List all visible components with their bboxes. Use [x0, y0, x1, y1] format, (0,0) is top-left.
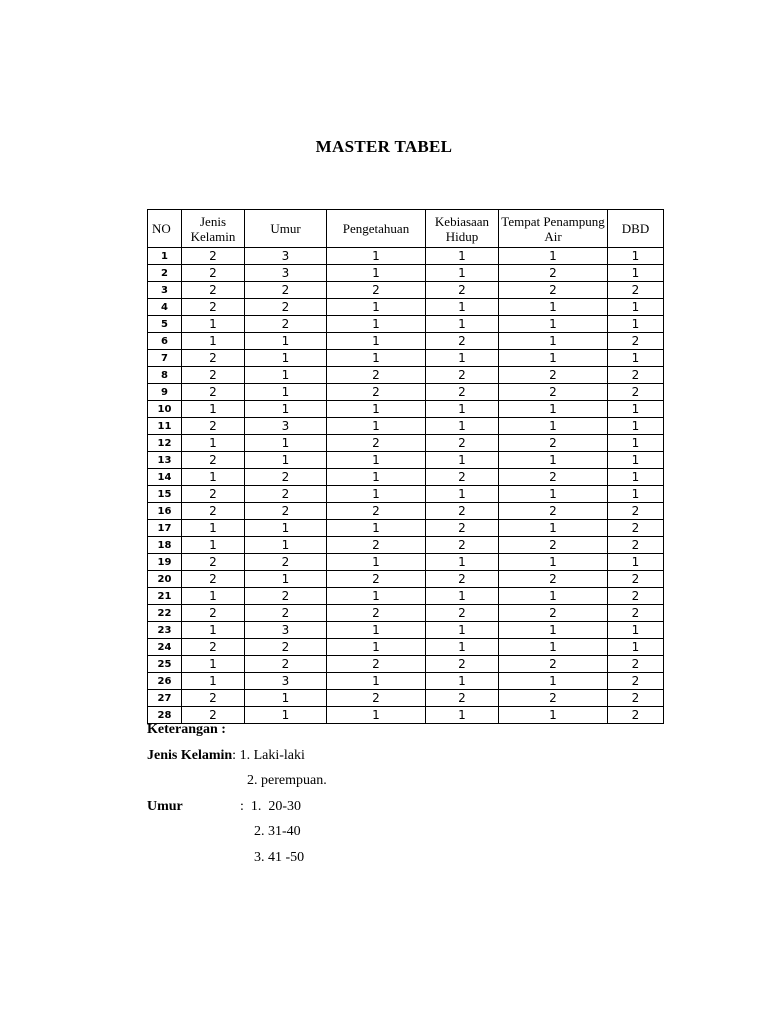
table-row	[148, 367, 664, 384]
cell-pengetahuan: 1	[327, 622, 426, 639]
page-title: MASTER TABEL	[315, 137, 453, 156]
cell-pengetahuan: 2	[327, 571, 426, 588]
legend-jenis-kelamin-line	[147, 748, 305, 764]
cell-kebiasaan-hidup: 2	[426, 571, 499, 588]
cell-no: 9	[148, 384, 182, 401]
cell-kebiasaan-hidup: 2	[426, 282, 499, 299]
column-header-pengetahuan: Pengetahuan	[327, 210, 426, 248]
table-row	[148, 248, 664, 265]
cell-pengetahuan: 2	[327, 537, 426, 554]
cell-umur: 2	[245, 486, 327, 503]
cell-kebiasaan-hidup: 2	[426, 469, 499, 486]
cell-umur: 1	[245, 435, 327, 452]
cell-no: 17	[148, 520, 182, 537]
cell-tempat-penampung-air: 2	[499, 605, 608, 622]
cell-pengetahuan: 1	[327, 316, 426, 333]
table-row	[148, 622, 664, 639]
cell-umur: 2	[245, 299, 327, 316]
cell-no: 13	[148, 452, 182, 469]
table-row	[148, 265, 664, 282]
cell-tempat-penampung-air: 2	[499, 656, 608, 673]
cell-kebiasaan-hidup: 2	[426, 503, 499, 520]
legend-jenis-kelamin-option-2: 2. perempuan.	[247, 773, 327, 788]
cell-no: 11	[148, 418, 182, 435]
cell-jenis-kelamin: 2	[182, 707, 245, 724]
table-row	[148, 486, 664, 503]
cell-pengetahuan: 1	[327, 554, 426, 571]
column-header-jenis-kelamin: Jenis Kelamin	[182, 210, 245, 248]
cell-dbd: 2	[608, 605, 664, 622]
cell-dbd: 1	[608, 299, 664, 316]
cell-umur: 1	[245, 401, 327, 418]
cell-umur: 2	[245, 639, 327, 656]
table-row	[148, 537, 664, 554]
cell-dbd: 1	[608, 486, 664, 503]
cell-jenis-kelamin: 2	[182, 418, 245, 435]
cell-umur: 1	[245, 452, 327, 469]
cell-pengetahuan: 1	[327, 673, 426, 690]
table-row	[148, 299, 664, 316]
table-row	[148, 554, 664, 571]
cell-no: 6	[148, 333, 182, 350]
cell-no: 20	[148, 571, 182, 588]
legend-jenis-kelamin-separator: :	[232, 748, 240, 763]
legend-umur-line	[240, 799, 301, 815]
cell-tempat-penampung-air: 2	[499, 571, 608, 588]
cell-dbd: 1	[608, 554, 664, 571]
cell-tempat-penampung-air: 2	[499, 469, 608, 486]
cell-jenis-kelamin: 2	[182, 554, 245, 571]
cell-tempat-penampung-air: 1	[499, 588, 608, 605]
cell-tempat-penampung-air: 2	[499, 690, 608, 707]
cell-dbd: 2	[608, 367, 664, 384]
cell-jenis-kelamin: 1	[182, 435, 245, 452]
cell-dbd: 1	[608, 639, 664, 656]
legend-umur-option-1: 1. 20-30	[250, 799, 302, 814]
cell-tempat-penampung-air: 1	[499, 316, 608, 333]
cell-kebiasaan-hidup: 2	[426, 537, 499, 554]
cell-dbd: 1	[608, 418, 664, 435]
cell-no: 4	[148, 299, 182, 316]
cell-no: 7	[148, 350, 182, 367]
cell-kebiasaan-hidup: 1	[426, 299, 499, 316]
legend-umur-option-3: 3. 41 -50	[254, 850, 305, 865]
cell-no: 1	[148, 248, 182, 265]
legend-umur-separator: :	[240, 799, 251, 814]
cell-kebiasaan-hidup: 2	[426, 690, 499, 707]
cell-tempat-penampung-air: 2	[499, 537, 608, 554]
cell-tempat-penampung-air: 1	[499, 401, 608, 418]
cell-pengetahuan: 1	[327, 350, 426, 367]
cell-pengetahuan: 1	[327, 401, 426, 418]
cell-tempat-penampung-air: 1	[499, 299, 608, 316]
cell-tempat-penampung-air: 1	[499, 622, 608, 639]
cell-umur: 1	[245, 350, 327, 367]
cell-dbd: 2	[608, 588, 664, 605]
cell-dbd: 2	[608, 384, 664, 401]
cell-dbd: 2	[608, 282, 664, 299]
table-row	[148, 571, 664, 588]
cell-jenis-kelamin: 1	[182, 656, 245, 673]
cell-no: 25	[148, 656, 182, 673]
cell-dbd: 1	[608, 401, 664, 418]
cell-tempat-penampung-air: 1	[499, 673, 608, 690]
cell-tempat-penampung-air: 2	[499, 367, 608, 384]
cell-jenis-kelamin: 1	[182, 537, 245, 554]
legend-umur-label: Umur	[147, 799, 183, 814]
cell-umur: 1	[245, 520, 327, 537]
cell-pengetahuan: 2	[327, 690, 426, 707]
cell-pengetahuan: 2	[327, 282, 426, 299]
cell-no: 24	[148, 639, 182, 656]
cell-no: 28	[148, 707, 182, 724]
cell-no: 19	[148, 554, 182, 571]
cell-pengetahuan: 2	[327, 435, 426, 452]
cell-dbd: 2	[608, 333, 664, 350]
cell-pengetahuan: 2	[327, 656, 426, 673]
cell-dbd: 1	[608, 622, 664, 639]
cell-pengetahuan: 1	[327, 418, 426, 435]
cell-kebiasaan-hidup: 1	[426, 554, 499, 571]
cell-tempat-penampung-air: 2	[499, 435, 608, 452]
cell-jenis-kelamin: 1	[182, 520, 245, 537]
cell-tempat-penampung-air: 2	[499, 503, 608, 520]
column-header-no: NO	[148, 210, 182, 248]
cell-kebiasaan-hidup: 1	[426, 622, 499, 639]
cell-umur: 3	[245, 265, 327, 282]
cell-kebiasaan-hidup: 1	[426, 316, 499, 333]
cell-pengetahuan: 1	[327, 248, 426, 265]
cell-kebiasaan-hidup: 1	[426, 265, 499, 282]
table-row	[148, 401, 664, 418]
column-header-umur: Umur	[245, 210, 327, 248]
cell-umur: 3	[245, 418, 327, 435]
cell-tempat-penampung-air: 1	[499, 350, 608, 367]
cell-kebiasaan-hidup: 2	[426, 656, 499, 673]
cell-kebiasaan-hidup: 1	[426, 350, 499, 367]
cell-tempat-penampung-air: 1	[499, 554, 608, 571]
cell-umur: 2	[245, 588, 327, 605]
cell-kebiasaan-hidup: 1	[426, 418, 499, 435]
cell-umur: 2	[245, 554, 327, 571]
cell-umur: 1	[245, 367, 327, 384]
column-header-kebiasaan-hidup: Kebiasaan Hidup	[426, 210, 499, 248]
cell-kebiasaan-hidup: 2	[426, 333, 499, 350]
cell-pengetahuan: 1	[327, 639, 426, 656]
cell-jenis-kelamin: 1	[182, 673, 245, 690]
cell-pengetahuan: 2	[327, 503, 426, 520]
cell-dbd: 1	[608, 452, 664, 469]
cell-jenis-kelamin: 2	[182, 384, 245, 401]
table-row	[148, 333, 664, 350]
cell-tempat-penampung-air: 2	[499, 282, 608, 299]
cell-tempat-penampung-air: 2	[499, 265, 608, 282]
cell-dbd: 2	[608, 707, 664, 724]
cell-pengetahuan: 2	[327, 605, 426, 622]
cell-dbd: 1	[608, 316, 664, 333]
cell-dbd: 2	[608, 571, 664, 588]
cell-no: 16	[148, 503, 182, 520]
cell-pengetahuan: 1	[327, 299, 426, 316]
cell-pengetahuan: 1	[327, 707, 426, 724]
cell-dbd: 2	[608, 537, 664, 554]
cell-kebiasaan-hidup: 2	[426, 435, 499, 452]
cell-kebiasaan-hidup: 2	[426, 384, 499, 401]
cell-tempat-penampung-air: 1	[499, 248, 608, 265]
cell-tempat-penampung-air: 1	[499, 707, 608, 724]
cell-tempat-penampung-air: 1	[499, 333, 608, 350]
cell-umur: 2	[245, 282, 327, 299]
cell-tempat-penampung-air: 1	[499, 639, 608, 656]
cell-kebiasaan-hidup: 2	[426, 605, 499, 622]
table-row	[148, 452, 664, 469]
cell-no: 12	[148, 435, 182, 452]
cell-jenis-kelamin: 1	[182, 316, 245, 333]
legend-jenis-kelamin-label: Jenis Kelamin	[147, 748, 233, 763]
table-row	[148, 520, 664, 537]
cell-pengetahuan: 2	[327, 384, 426, 401]
cell-jenis-kelamin: 1	[182, 333, 245, 350]
cell-pengetahuan: 1	[327, 452, 426, 469]
cell-jenis-kelamin: 1	[182, 469, 245, 486]
table-row	[148, 639, 664, 656]
cell-dbd: 2	[608, 690, 664, 707]
table-row	[148, 282, 664, 299]
cell-no: 22	[148, 605, 182, 622]
cell-umur: 1	[245, 333, 327, 350]
cell-umur: 1	[245, 690, 327, 707]
cell-dbd: 1	[608, 265, 664, 282]
cell-tempat-penampung-air: 1	[499, 520, 608, 537]
cell-dbd: 2	[608, 520, 664, 537]
cell-tempat-penampung-air: 1	[499, 486, 608, 503]
cell-jenis-kelamin: 2	[182, 350, 245, 367]
cell-umur: 3	[245, 673, 327, 690]
table-body	[148, 248, 664, 724]
cell-umur: 2	[245, 316, 327, 333]
cell-no: 3	[148, 282, 182, 299]
cell-dbd: 2	[608, 673, 664, 690]
cell-umur: 1	[245, 384, 327, 401]
table-row	[148, 469, 664, 486]
cell-kebiasaan-hidup: 1	[426, 673, 499, 690]
table-row	[148, 673, 664, 690]
cell-dbd: 1	[608, 350, 664, 367]
cell-no: 21	[148, 588, 182, 605]
column-header-dbd: DBD	[608, 210, 664, 248]
cell-no: 5	[148, 316, 182, 333]
cell-kebiasaan-hidup: 1	[426, 248, 499, 265]
cell-pengetahuan: 1	[327, 333, 426, 350]
cell-tempat-penampung-air: 1	[499, 418, 608, 435]
cell-umur: 2	[245, 503, 327, 520]
cell-kebiasaan-hidup: 1	[426, 588, 499, 605]
cell-umur: 3	[245, 248, 327, 265]
legend-umur-option-2: 2. 31-40	[254, 824, 301, 839]
cell-pengetahuan: 1	[327, 469, 426, 486]
cell-pengetahuan: 1	[327, 486, 426, 503]
cell-no: 2	[148, 265, 182, 282]
cell-umur: 3	[245, 622, 327, 639]
table-header-row	[148, 210, 664, 248]
cell-no: 18	[148, 537, 182, 554]
cell-no: 14	[148, 469, 182, 486]
cell-jenis-kelamin: 2	[182, 248, 245, 265]
cell-kebiasaan-hidup: 2	[426, 520, 499, 537]
cell-jenis-kelamin: 2	[182, 639, 245, 656]
cell-no: 15	[148, 486, 182, 503]
cell-umur: 1	[245, 571, 327, 588]
cell-jenis-kelamin: 2	[182, 690, 245, 707]
table-row	[148, 605, 664, 622]
cell-no: 23	[148, 622, 182, 639]
cell-dbd: 2	[608, 656, 664, 673]
master-table	[147, 209, 664, 724]
table-row	[148, 418, 664, 435]
cell-dbd: 2	[608, 503, 664, 520]
cell-umur: 2	[245, 605, 327, 622]
cell-dbd: 1	[608, 469, 664, 486]
cell-kebiasaan-hidup: 1	[426, 707, 499, 724]
cell-jenis-kelamin: 2	[182, 486, 245, 503]
cell-kebiasaan-hidup: 1	[426, 486, 499, 503]
table-row	[148, 316, 664, 333]
table-row	[148, 384, 664, 401]
cell-kebiasaan-hidup: 1	[426, 639, 499, 656]
cell-no: 27	[148, 690, 182, 707]
table-row	[148, 503, 664, 520]
column-header-tempat-penampung-air: Tempat Penampung Air	[499, 210, 608, 248]
cell-tempat-penampung-air: 1	[499, 452, 608, 469]
cell-tempat-penampung-air: 2	[499, 384, 608, 401]
cell-jenis-kelamin: 2	[182, 605, 245, 622]
cell-dbd: 1	[608, 248, 664, 265]
cell-umur: 1	[245, 707, 327, 724]
table-row	[148, 588, 664, 605]
table-row	[148, 350, 664, 367]
cell-jenis-kelamin: 2	[182, 265, 245, 282]
cell-pengetahuan: 1	[327, 520, 426, 537]
table-row	[148, 435, 664, 452]
cell-kebiasaan-hidup: 1	[426, 452, 499, 469]
cell-umur: 2	[245, 469, 327, 486]
cell-jenis-kelamin: 2	[182, 282, 245, 299]
cell-no: 26	[148, 673, 182, 690]
cell-no: 10	[148, 401, 182, 418]
table-row	[148, 690, 664, 707]
cell-pengetahuan: 1	[327, 265, 426, 282]
table-row	[148, 707, 664, 724]
table-row	[148, 656, 664, 673]
cell-jenis-kelamin: 2	[182, 299, 245, 316]
cell-dbd: 1	[608, 435, 664, 452]
cell-kebiasaan-hidup: 1	[426, 401, 499, 418]
cell-kebiasaan-hidup: 2	[426, 367, 499, 384]
cell-jenis-kelamin: 2	[182, 571, 245, 588]
cell-pengetahuan: 2	[327, 367, 426, 384]
legend-jenis-kelamin-option-1: 1. Laki-laki	[239, 748, 305, 763]
cell-jenis-kelamin: 2	[182, 503, 245, 520]
cell-no: 8	[148, 367, 182, 384]
cell-pengetahuan: 1	[327, 588, 426, 605]
cell-umur: 1	[245, 537, 327, 554]
legend-heading: Keterangan :	[147, 722, 226, 737]
cell-jenis-kelamin: 2	[182, 452, 245, 469]
cell-umur: 2	[245, 656, 327, 673]
cell-jenis-kelamin: 1	[182, 401, 245, 418]
cell-jenis-kelamin: 2	[182, 367, 245, 384]
cell-jenis-kelamin: 1	[182, 588, 245, 605]
cell-jenis-kelamin: 1	[182, 622, 245, 639]
